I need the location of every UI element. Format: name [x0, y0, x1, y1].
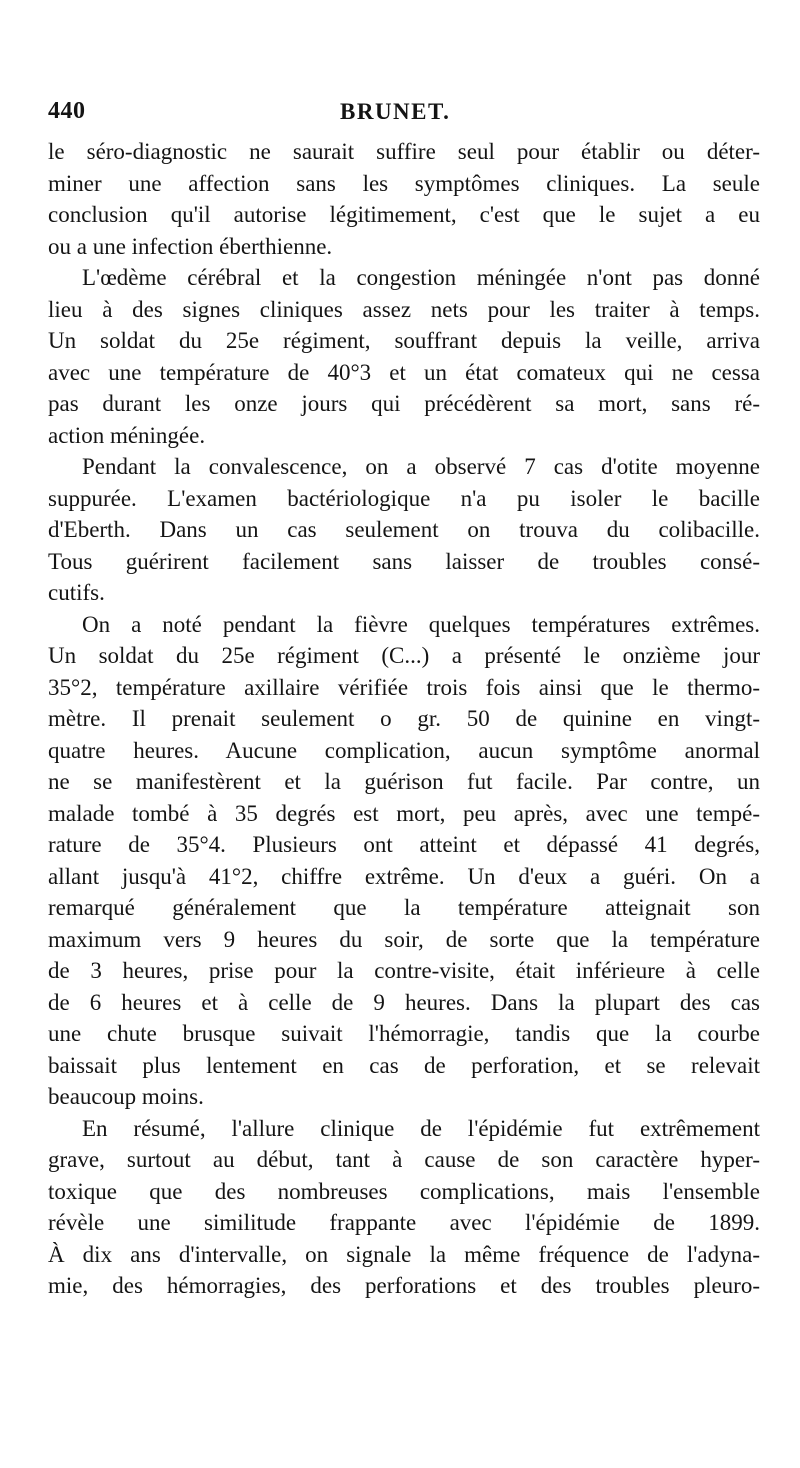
text-line: malade tombé à 35 degrés est mort, peu après, avec une tempé- [48, 800, 760, 826]
text-line: pas durant les onze jours qui précédèrent sa mort, sans ré- [48, 391, 760, 416]
text-line: rature de 35°4. Plusieurs ont atteint et dépassé 41 degrés, [48, 832, 760, 857]
text-line: Un soldat du 25e régiment, souffrant depuis la veille, arriva [48, 328, 760, 353]
text-line: toxique que des nombreuses complications, mais l'ensemble [48, 1178, 760, 1204]
text-line: À dix ans d'intervalle, on signale la même fréquence de l'adyna- [48, 1241, 760, 1267]
text-line: conclusion qu'il autorise légitimement, c'est que le sujet a eu [48, 202, 760, 227]
running-head [48, 98, 760, 128]
running-head-author: BRUNET. [340, 99, 451, 124]
text-line: lieu à des signes cliniques assez nets pour les traiter à temps. [48, 296, 760, 322]
text-line: de 6 heures et à celle de 9 heures. Dans la plupart des cas [48, 989, 760, 1015]
text-line: baissait plus lentement en cas de perforation, et se relevait [48, 1052, 760, 1078]
body-text [48, 136, 760, 1302]
text-line: suppurée. L'examen bactériologique n'a pu isoler le bacille [48, 485, 760, 511]
text-line: avec une température de 40°3 et un état comateux qui ne cessa [48, 359, 760, 385]
text-line: remarqué généralement que la température atteignait son [48, 895, 760, 920]
text-line: action méningée. [48, 422, 206, 448]
text-line: le séro-diagnostic ne saurait suffire seul pour établir ou déter- [48, 139, 760, 164]
text-line: mètre. Il prenait seulement o gr. 50 de quinine en vingt- [48, 706, 760, 731]
text-line: ne se manifestèrent et la guérison fut facile. Par contre, un [48, 769, 760, 794]
text-line: Un soldat du 25e régiment (C...) a présenté le onzième jour [48, 643, 760, 668]
text-line: Tous guérirent facilement sans laisser de troubles consé- [48, 548, 760, 574]
text-line: On a noté pendant la fièvre quelques températures extrêmes. [82, 611, 760, 637]
text-line: beaucoup moins. [48, 1084, 204, 1109]
text-line: Pendant la convalescence, on a observé 7 cas d'otite moyenne [82, 454, 760, 479]
text-line: quatre heures. Aucune complication, aucun symptôme anormal [48, 737, 760, 763]
text-line: une chute brusque suivait l'hémorragie, tandis que la courbe [48, 1021, 760, 1046]
text-line: cutifs. [48, 580, 105, 605]
text-line: mie, des hémorragies, des perforations et des troubles pleuro- [48, 1273, 760, 1298]
text-line: L'œdème cérébral et la congestion méningée n'ont pas donné [82, 265, 760, 290]
page-number: 440 [48, 98, 86, 124]
text-line: maximum vers 9 heures du soir, de sorte que la température [48, 926, 760, 952]
text-line: grave, surtout au début, tant à cause de son caractère hyper- [48, 1147, 760, 1172]
text-line: ou a une infection éberthienne. [48, 233, 333, 259]
text-line: d'Eberth. Dans un cas seulement on trouva du colibacille. [48, 517, 760, 542]
text-line: 35°2, température axillaire vérifiée trois fois ainsi que le thermo- [48, 674, 760, 700]
text-line: révèle une similitude frappante avec l'épidémie de 1899. [48, 1210, 760, 1235]
text-line: miner une affection sans les symptômes cliniques. La seule [48, 170, 760, 196]
text-line: allant jusqu'à 41°2, chiffre extrême. Un d'eux a guéri. On a [48, 863, 760, 889]
text-line: de 3 heures, prise pour la contre-visite, était inférieure à celle [48, 958, 760, 983]
text-line: En résumé, l'allure clinique de l'épidémie fut extrêmement [82, 1115, 760, 1141]
